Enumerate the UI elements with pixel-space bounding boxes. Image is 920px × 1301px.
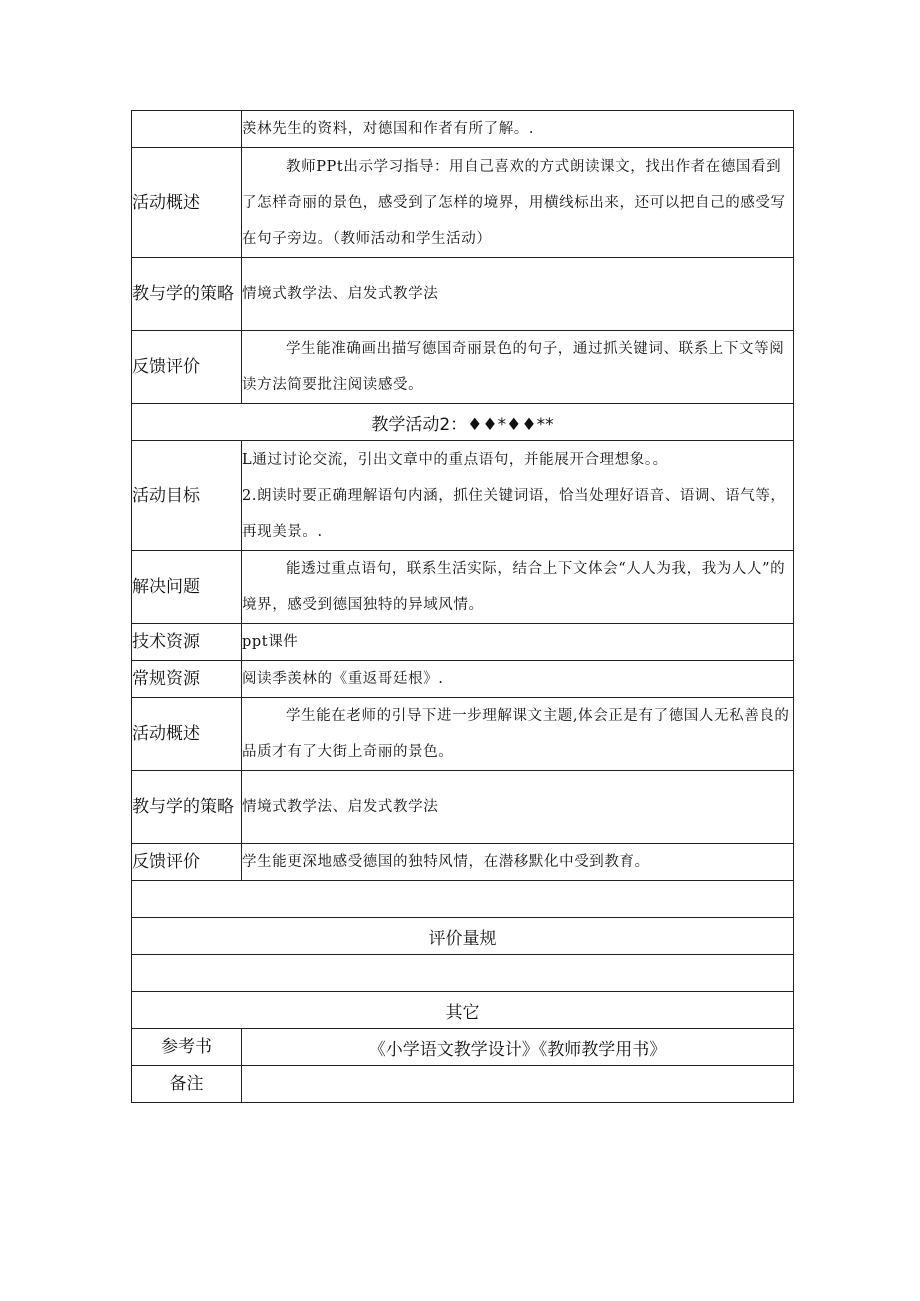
activity-2-heading: 教学活动2：♦♦*♦♦** [132, 404, 794, 441]
table-row [132, 624, 794, 661]
reference-books-text: 《小学语文教学设计》《教师教学用书》 [242, 1029, 794, 1066]
strategy-text: 情境式教学法、启发式教学法 [242, 258, 794, 331]
table-row [132, 661, 794, 698]
rubric-heading: 评价量规 [132, 918, 794, 955]
row-label-strategy: 教与学的策略 [132, 258, 242, 331]
feedback-paragraph: 学生能准确画出描写德国奇丽景色的句子，通过抓关键词、联系上下文等阅读方法简要批注阅读感受。 [242, 341, 785, 393]
regular-resources-text: 阅读季羡林的《重返哥廷根》. [242, 661, 794, 698]
empty-label-cell [132, 111, 242, 148]
table-row [132, 441, 794, 551]
empty-row [132, 881, 794, 918]
table-row [132, 698, 794, 771]
table-row [132, 918, 794, 955]
activity-goal-item-1: L通过讨论交流，引出文章中的重点语句，并能展开合理想象。。 [242, 451, 668, 468]
other-heading: 其它 [132, 992, 794, 1029]
row-label-notes: 备注 [132, 1066, 242, 1103]
table-row [132, 881, 794, 918]
feedback-text [242, 331, 794, 404]
table-row [132, 148, 794, 258]
table-row [132, 111, 794, 148]
table-row [132, 404, 794, 441]
row-label-strategy-2: 教与学的策略 [132, 771, 242, 844]
row-label-feedback: 反馈评价 [132, 331, 242, 404]
table-row [132, 844, 794, 881]
strategy-2-text: 情境式教学法、启发式教学法 [242, 771, 794, 844]
problem-solving-paragraph: 能透过重点语句，联系生活实际，结合上下文体会“人人为我，我为人人”的境界，感受到德国独特的异域风情。 [242, 561, 786, 613]
activity-goal-text [242, 441, 794, 551]
row-label-problem-solving: 解决问题 [132, 551, 242, 624]
table-row [132, 1029, 794, 1066]
row-label-reference-books: 参考书 [132, 1029, 242, 1066]
row-label-activity-goal: 活动目标 [132, 441, 242, 551]
row-label-regular-resources: 常规资源 [132, 661, 242, 698]
empty-row [132, 955, 794, 992]
table-row [132, 955, 794, 992]
table-row [132, 1066, 794, 1103]
activity-overview-text [242, 148, 794, 258]
table-row [132, 258, 794, 331]
row-label-activity-overview-2: 活动概述 [132, 698, 242, 771]
table-row [132, 551, 794, 624]
continuation-text: 羡林先生的资料，对德国和作者有所了解。. [242, 111, 794, 148]
row-label-activity-overview: 活动概述 [132, 148, 242, 258]
activity-overview-paragraph: 教师PPt出示学习指导：用自己喜欢的方式朗读课文，找出作者在德国看到了怎样奇丽的景色，感受到了怎样的境界，用横线标出来，还可以把自己的感受写在句子旁边。（教师活动和学生活动） [242, 158, 786, 247]
activity-overview-2-text [242, 698, 794, 771]
tech-resources-text: ppt课件 [242, 624, 794, 661]
feedback-2-text: 学生能更深地感受德国的独特风情，在潜移默化中受到教育。 [242, 844, 794, 881]
problem-solving-text [242, 551, 794, 624]
activity-goal-item-2: 2.朗读时要正确理解语句内涵，抓住关键词语，恰当处理好语音、语调、语气等，再现美景。. [242, 487, 786, 540]
table-row [132, 331, 794, 404]
notes-text [242, 1066, 794, 1103]
table-row [132, 771, 794, 844]
row-label-tech-resources: 技术资源 [132, 624, 242, 661]
lesson-plan-table [131, 110, 794, 1103]
activity-overview-2-paragraph: 学生能在老师的引导下进一步理解课文主题,体会正是有了德国人无私善良的品质才有了大街上奇丽的景色。 [242, 708, 790, 760]
row-label-feedback-2: 反馈评价 [132, 844, 242, 881]
table-row [132, 992, 794, 1029]
